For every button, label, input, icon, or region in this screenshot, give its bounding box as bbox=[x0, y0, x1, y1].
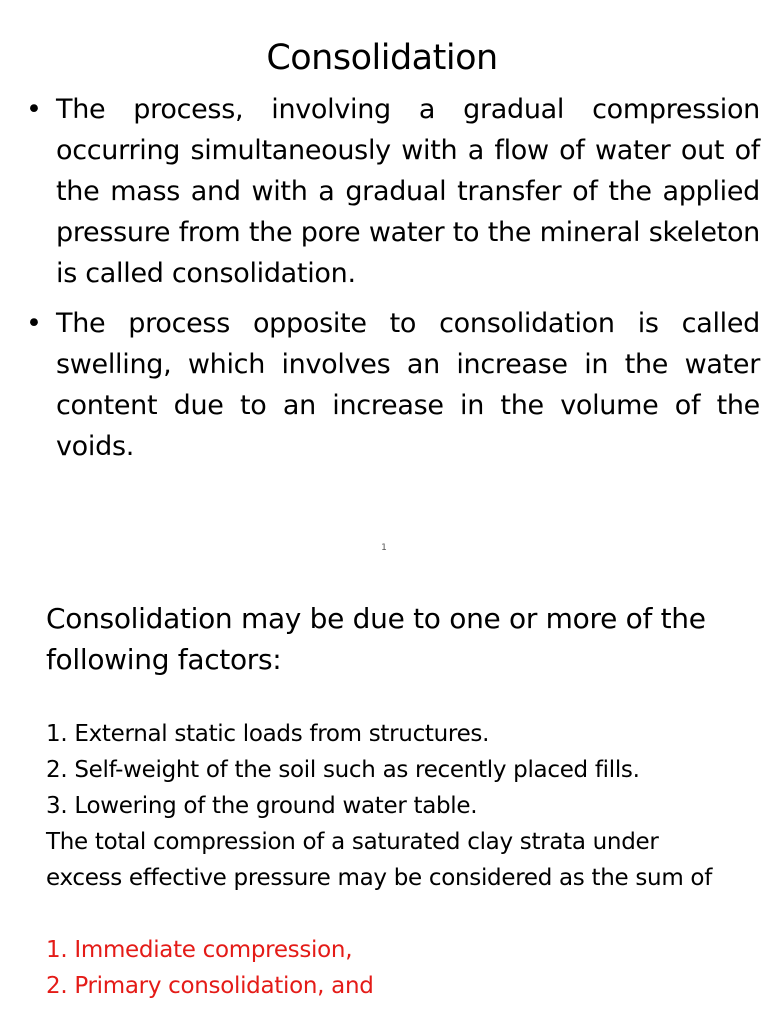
slide-body bbox=[46, 716, 722, 1004]
factors-intro: Consolidation may be due to one or more of the following factors: bbox=[46, 602, 706, 676]
bullet-item bbox=[26, 303, 760, 467]
bullet-marker: • bbox=[26, 308, 42, 339]
bullet-text: The process, involving a gradual compression occurring simultaneously with a flow of water out of the mass and with a gradual transfer of the applied pressure from the pore water to the mineral skeleton is called consolidation. bbox=[56, 94, 760, 289]
factor-item: 2. Self-weight of the soil such as recently placed fills. bbox=[46, 757, 640, 783]
spacer bbox=[46, 896, 722, 932]
bullet-item bbox=[26, 89, 760, 294]
bullet-text: The process opposite to consolidation is called swelling, which involves an increase in the water content due to an increase in the volume of the voids. bbox=[56, 308, 760, 462]
bullet-marker: • bbox=[26, 94, 42, 125]
compression-paragraph: The total compression of a saturated clay strata under excess effective pressure may be considered as the sum of bbox=[46, 829, 713, 891]
slide-title: Consolidation bbox=[266, 38, 498, 78]
factor-item: 1. External static loads from structures. bbox=[46, 721, 490, 747]
page-number: 1 bbox=[381, 543, 387, 553]
compression-component: 1. Immediate compression, bbox=[46, 937, 353, 963]
factor-item: 3. Lowering of the ground water table. bbox=[46, 793, 478, 819]
bullet-list bbox=[26, 89, 760, 467]
compression-component: 2. Primary consolidation, and bbox=[46, 973, 374, 999]
slide-2 bbox=[0, 575, 768, 1024]
